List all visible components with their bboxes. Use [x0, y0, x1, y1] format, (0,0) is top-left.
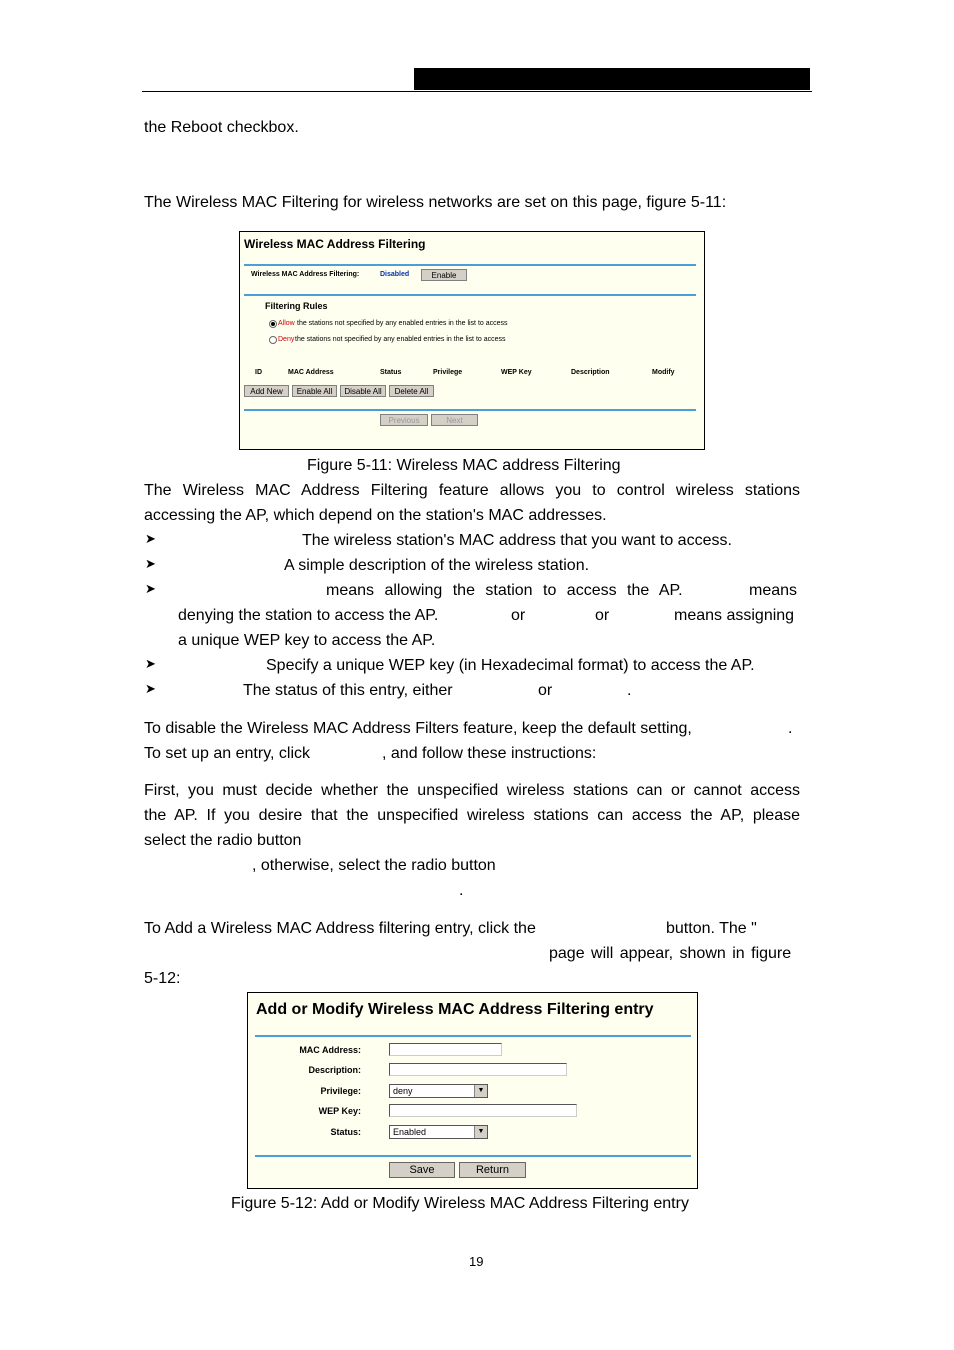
para4-line3: 5-12: — [144, 970, 181, 987]
divider — [255, 1035, 691, 1037]
bullet-privilege: means allowing the station to access the AP. — [326, 582, 683, 599]
para4-line1a: To Add a Wireless MAC Address filtering entry, click the — [144, 920, 536, 937]
bullet-privilege-or1: or — [511, 607, 526, 624]
allow-prefix: Allow — [278, 320, 295, 327]
next-button[interactable]: Next — [431, 414, 478, 426]
bullet-status-dot: . — [627, 682, 632, 699]
disable-all-button[interactable]: Disable All — [340, 385, 386, 397]
chevron-down-icon: ▼ — [474, 1085, 487, 1097]
mac-address-input[interactable] — [389, 1043, 502, 1056]
para2-line1: To disable the Wireless MAC Address Filters feature, keep the default setting, — [144, 720, 692, 737]
page-number: 19 — [469, 1254, 484, 1269]
para1-line2: accessing the AP, which depend on the station's MAC addresses. — [144, 507, 607, 524]
bullet-arrow-icon: ➤ — [145, 531, 156, 546]
col-privilege: Privilege — [433, 369, 463, 376]
col-modify: Modify — [652, 369, 675, 376]
label-wepkey: WEP Key: — [318, 1106, 361, 1116]
intro-line: the Reboot checkbox. — [144, 119, 299, 136]
bullet-privilege-line2: denying the station to access the AP. — [178, 607, 439, 624]
bullet-wep: Specify a unique WEP key (in Hexadecimal format) to access the AP. — [266, 657, 755, 674]
col-mac: MAC Address — [288, 369, 334, 376]
para2-line2b: , and follow these instructions: — [382, 745, 597, 762]
divider — [255, 1155, 691, 1157]
divider — [244, 264, 696, 266]
enable-all-button[interactable]: Enable All — [292, 385, 337, 397]
label-description: Description: — [308, 1065, 361, 1075]
para3-line1: First, you must decide whether the unspecified wireless stations can or cannot access — [144, 782, 800, 799]
header-bar — [414, 68, 810, 90]
allow-text: the stations not specified by any enabled entries in the list to access — [297, 320, 508, 327]
para4-line2: page will appear, shown in figure — [549, 945, 792, 962]
filter-label: Wireless MAC Address Filtering: — [251, 271, 360, 278]
chevron-down-icon: ▼ — [474, 1126, 487, 1138]
deny-radio[interactable] — [269, 336, 277, 344]
col-id: ID — [255, 369, 262, 376]
privilege-select[interactable] — [389, 1084, 488, 1098]
divider — [244, 294, 696, 296]
figure-mac-filtering — [239, 231, 705, 450]
return-button[interactable]: Return — [459, 1162, 526, 1178]
status-value: Enabled — [393, 1127, 427, 1137]
bullet-privilege-means: means — [749, 582, 798, 599]
delete-all-button[interactable]: Delete All — [389, 385, 434, 397]
bullet-mac: The wireless station's MAC address that you want to access. — [302, 532, 732, 549]
divider — [244, 409, 696, 411]
wep-key-input[interactable] — [389, 1104, 577, 1117]
bullet-status: The status of this entry, either — [243, 682, 453, 699]
para3-line5: . — [459, 882, 464, 899]
previous-button[interactable]: Previous — [380, 414, 428, 426]
para2-line2a: To set up an entry, click — [144, 745, 310, 762]
save-button[interactable]: Save — [389, 1162, 455, 1178]
figure1-title: Wireless MAC Address Filtering — [244, 237, 426, 251]
header-rule — [142, 91, 812, 92]
bullet-privilege-or2: or — [595, 607, 610, 624]
bullet-status-or: or — [538, 682, 553, 699]
bullet-privilege-line3: a unique WEP key to access the AP. — [178, 632, 436, 649]
enable-button[interactable]: Enable — [421, 269, 467, 281]
label-privilege: Privilege: — [320, 1086, 361, 1096]
bullet-arrow-icon: ➤ — [145, 656, 156, 671]
filter-status: Disabled — [380, 271, 410, 278]
bullet-privilege-assign: means assigning — [674, 607, 795, 624]
deny-text: the stations not specified by any enabled entries in the list to access — [295, 336, 506, 343]
figure2-title: Add or Modify Wireless MAC Address Filtering entry — [256, 1001, 654, 1018]
para3-line2: the AP. If you desire that the unspecified wireless stations can access the AP, please — [144, 807, 800, 824]
bullet-arrow-icon: ➤ — [145, 681, 156, 696]
bullet-arrow-icon: ➤ — [145, 556, 156, 571]
para3-line3: select the radio button — [144, 832, 302, 849]
label-mac: MAC Address: — [299, 1045, 361, 1055]
para4-line1b: button. The " — [666, 920, 757, 937]
col-description: Description — [571, 369, 610, 376]
figure-add-modify-entry — [247, 992, 698, 1189]
col-status: Status — [380, 369, 402, 376]
bullet-arrow-icon: ➤ — [145, 581, 156, 596]
privilege-value: deny — [393, 1086, 413, 1096]
para3-line4: , otherwise, select the radio button — [252, 857, 496, 874]
bullet-description: A simple description of the wireless station. — [284, 557, 590, 574]
para1-line1: The Wireless MAC Address Filtering feature allows you to control wireless stations — [144, 482, 800, 499]
col-wepkey: WEP Key — [501, 369, 532, 376]
para2-dot: . — [788, 720, 793, 737]
deny-prefix: Deny — [278, 336, 295, 343]
caption-figure-5-11: Figure 5-11: Wireless MAC address Filtering — [307, 457, 621, 474]
rules-title: Filtering Rules — [265, 301, 328, 311]
section-intro: The Wireless MAC Filtering for wireless networks are set on this page, figure 5-11: — [144, 194, 727, 211]
add-new-button[interactable]: Add New — [244, 385, 289, 397]
allow-radio[interactable] — [269, 320, 277, 328]
status-select[interactable] — [389, 1125, 488, 1139]
description-input[interactable] — [389, 1063, 567, 1076]
label-status: Status: — [330, 1127, 361, 1137]
caption-figure-5-12: Figure 5-12: Add or Modify Wireless MAC Address Filtering entry — [231, 1195, 689, 1212]
